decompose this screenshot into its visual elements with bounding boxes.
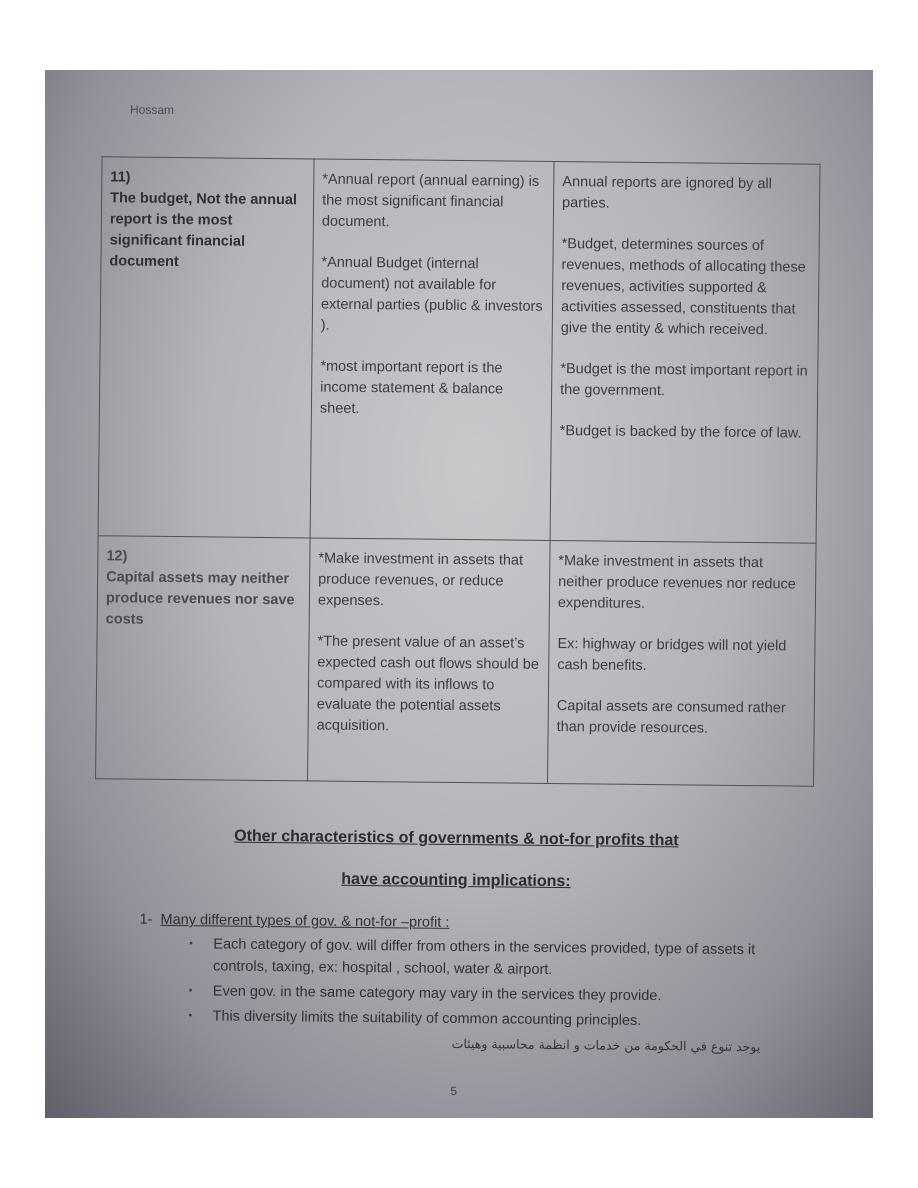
- right-cell: [550, 161, 820, 543]
- row-number: 12): [106, 548, 128, 565]
- document-page: [45, 70, 873, 1118]
- cell-paragraph: *Budget is backed by the force of law.: [559, 423, 802, 442]
- cell-paragraph: *Budget, determines sources of revenues, methods of allocating these revenues, activities supported & activities assessed, constituents that give the entity & which received.: [560, 236, 806, 339]
- section-heading-line1: Other characteristics of governments & not-for profits that: [234, 827, 679, 850]
- table-row: [96, 536, 817, 787]
- topic-cell: [98, 157, 314, 538]
- cell-paragraph: *Make investment in assets that neither produce revenues nor reduce expenditures.: [557, 553, 796, 612]
- author-name: Hossam: [129, 102, 175, 117]
- cell-paragraph: *Make investment in assets that produce revenues, or reduce expenses.: [317, 550, 524, 610]
- middle-cell: [310, 159, 554, 540]
- square-bullet-icon: ▪: [188, 1010, 193, 1022]
- topic-cell: [96, 536, 311, 781]
- right-cell: [548, 540, 817, 786]
- list-item-text: Each category of gov. will differ from others in the services provided, type of assets it controls, taxing, ex: hospital , school, water & airport.: [213, 936, 756, 978]
- cell-paragraph: Annual reports are ignored by all parties.: [562, 174, 772, 212]
- cell-paragraph: *Budget is the most important report in the government.: [560, 361, 808, 400]
- section-number: 1-: [139, 911, 153, 928]
- list-item-text: Even gov. in the same category may vary in the services they provide.: [212, 983, 662, 1005]
- row-number: 11): [110, 169, 131, 186]
- section-title-text: Many different types of gov. & not-for –profit :: [160, 911, 450, 931]
- document-photo: [45, 70, 873, 1118]
- cell-paragraph: *Annual Budget (internal document) not available for external parties (public & investors ).: [320, 254, 543, 334]
- cell-paragraph: *Annual report (annual earning) is the most significant financial document.: [321, 171, 540, 231]
- table-row: [98, 157, 820, 543]
- middle-cell: [308, 538, 551, 783]
- cell-paragraph: Ex: highway or bridges will not yield cash benefits.: [557, 636, 787, 674]
- cell-paragraph: Capital assets are consumed rather than provide resources.: [556, 698, 786, 737]
- list-item: [139, 933, 779, 984]
- row-topic: Capital assets may neither produce revenues nor save costs: [105, 569, 295, 628]
- list-item-text: This diversity limits the suitability of common accounting principles.: [212, 1008, 642, 1029]
- list-item: [138, 1005, 778, 1034]
- cell-paragraph: *The present value of an asset’s expected cash out flows should be compared with its inflows to evaluate the potential assets acquisition.: [316, 633, 540, 735]
- page-number: 5: [450, 1083, 458, 1099]
- section-heading-line2: have accounting implications:: [341, 870, 571, 891]
- bullet-list: [138, 933, 779, 1034]
- row-topic: The budget, Not the annual report is the most significant financial document: [109, 190, 298, 271]
- cell-paragraph: *most important report is the income statement & balance sheet.: [319, 358, 504, 417]
- square-bullet-icon: ▪: [189, 938, 193, 950]
- numbered-section: [138, 909, 779, 1037]
- arabic-note: يوجد تنوع في الحكومة من خدمات و انظمة محاسبية وهيئات: [451, 1035, 761, 1055]
- square-bullet-icon: ▪: [188, 985, 193, 997]
- comparison-table: [95, 156, 820, 786]
- list-item: [139, 980, 779, 1009]
